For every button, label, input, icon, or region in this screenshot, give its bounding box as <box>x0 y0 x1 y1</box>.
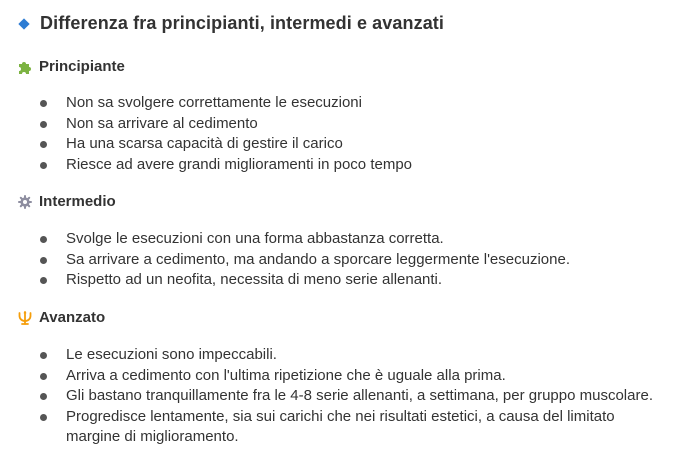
bullet <box>40 236 47 243</box>
bullet <box>40 100 47 107</box>
bullet <box>40 141 47 148</box>
bullet <box>40 393 47 400</box>
section-heading-avanzato <box>17 309 105 326</box>
list-item <box>40 407 626 448</box>
list-item <box>40 386 670 407</box>
list-avanzato <box>40 345 670 448</box>
list-item <box>40 250 670 271</box>
bullet <box>40 352 47 359</box>
list-item <box>40 114 670 135</box>
page-title-row <box>18 13 444 34</box>
list-intermedio <box>40 229 670 291</box>
bullet <box>40 257 47 264</box>
puzzle-piece-icon <box>17 59 33 75</box>
bullet <box>40 277 47 284</box>
gear-icon <box>17 194 33 210</box>
list-item-text: Gli bastano tranquillamente fra le 4-8 serie allenanti, a settimana, per gruppo muscolare. <box>66 387 653 404</box>
list-item <box>40 93 670 114</box>
bullet <box>40 162 47 169</box>
list-item-text: Sa arrivare a cedimento, ma andando a sporcare leggermente l'esecuzione. <box>66 250 570 268</box>
list-principiante <box>40 93 670 175</box>
list-item-text: Non sa arrivare al cedimento <box>66 114 258 132</box>
list-item-text: Arriva a cedimento con l'ultima ripetizione che è uguale alla prima. <box>66 366 506 384</box>
section-title: Intermedio <box>39 193 116 210</box>
list-item <box>40 229 670 250</box>
list-item-text: Le esecuzioni sono impeccabili. <box>66 346 277 363</box>
section-title: Principiante <box>39 58 125 75</box>
list-item-text: Riesce ad avere grandi miglioramenti in poco tempo <box>66 155 413 173</box>
list-item <box>40 270 670 291</box>
list-item <box>40 366 670 387</box>
trident-icon <box>17 310 33 326</box>
list-item-text: Progredisce lentamente, sia sui carichi che nei risultati estetici, a causa del limitato margine di miglioramento. <box>66 407 615 445</box>
list-item <box>40 155 670 176</box>
list-item-text: Ha una scarsa capacità di gestire il carico <box>66 135 343 152</box>
list-item <box>40 134 670 155</box>
section-heading-principiante <box>17 58 125 75</box>
list-item-text: Svolge le esecuzioni con una forma abbastanza corretta. <box>66 230 444 247</box>
blue-diamond-icon <box>18 18 29 29</box>
bullet <box>40 121 47 128</box>
section-heading-intermedio <box>17 193 116 210</box>
list-item-text: Rispetto ad un neofita, necessita di meno serie allenanti. <box>66 271 443 288</box>
bullet <box>40 373 47 380</box>
list-item <box>40 345 670 366</box>
bullet <box>40 414 47 421</box>
page-title: Differenza fra principianti, intermedi e avanzati <box>40 13 445 33</box>
section-title: Avanzato <box>39 309 106 326</box>
list-item-text: Non sa svolgere correttamente le esecuzioni <box>66 94 362 111</box>
